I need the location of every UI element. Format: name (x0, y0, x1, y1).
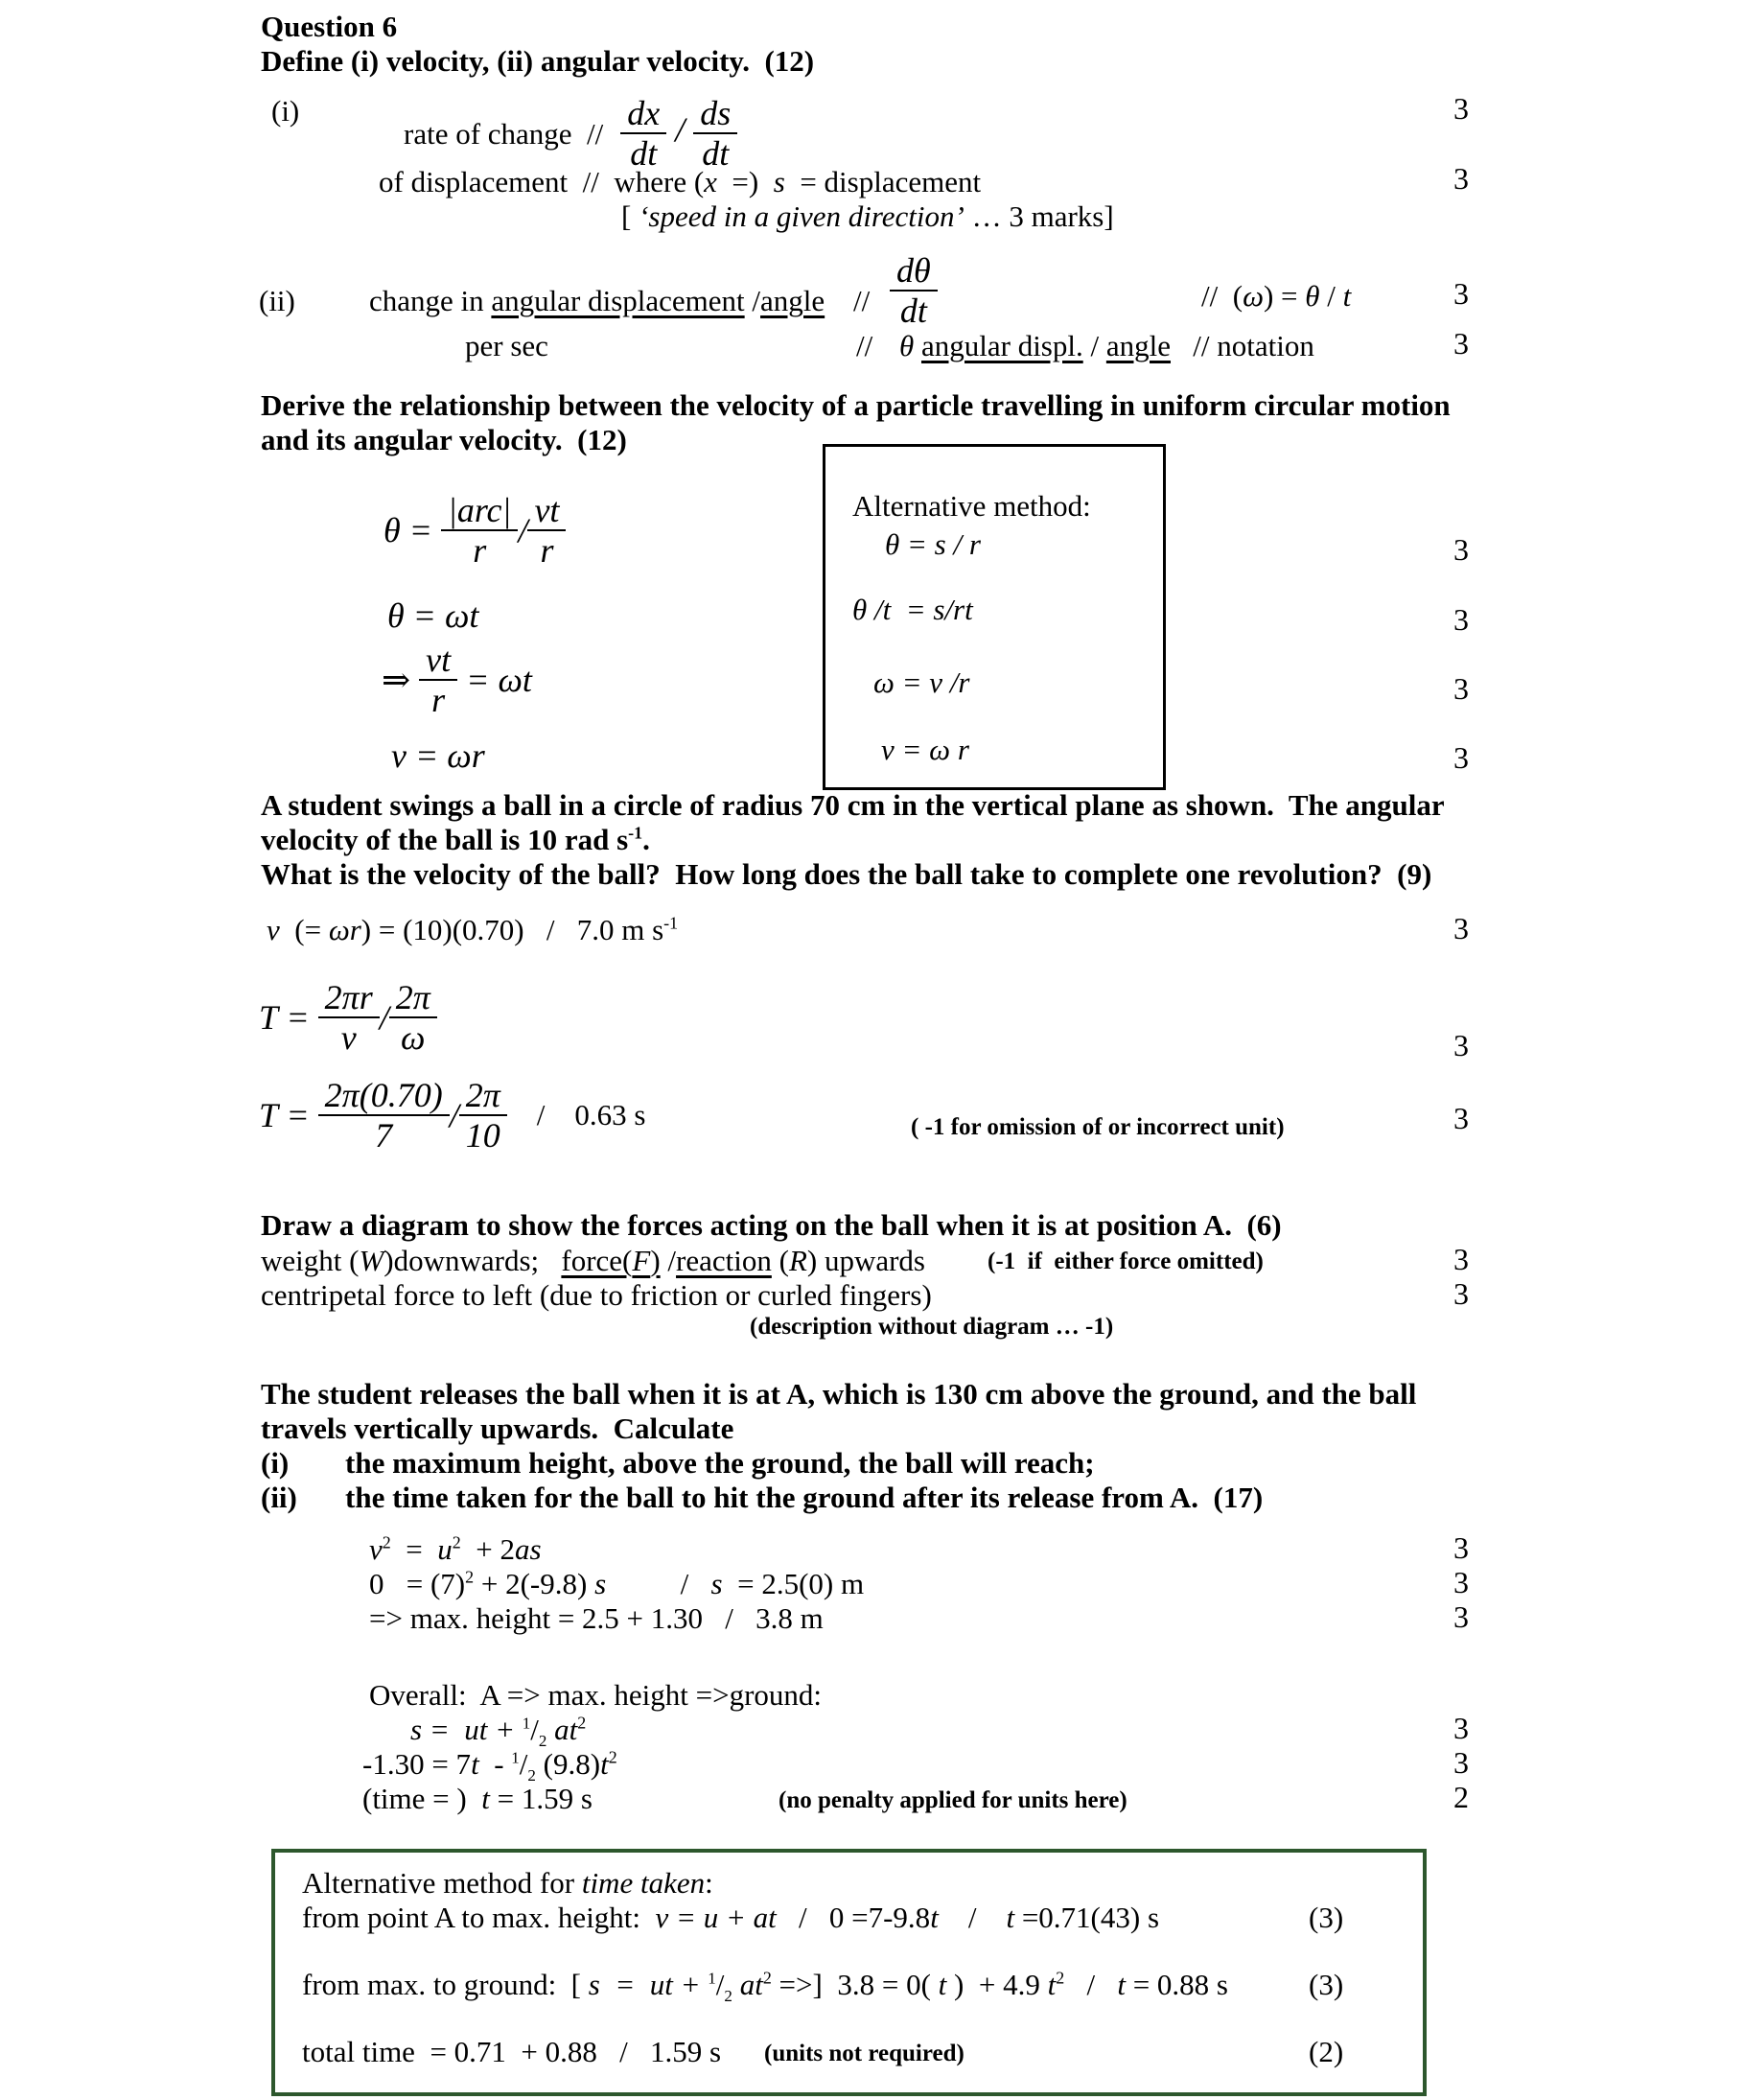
derive-heading-line2: and its angular velocity. (12) (261, 423, 627, 456)
var-F: F (632, 1244, 651, 1277)
mark-period-eq1: 3 (1453, 1028, 1469, 1062)
var-s: s (773, 165, 785, 198)
per-sec: per sec (465, 329, 548, 362)
exponent: 2 (452, 1532, 461, 1552)
swing-para-line2 (261, 823, 650, 857)
vt-over-r-fraction (527, 491, 566, 571)
var-omega: ω (1243, 279, 1264, 313)
derive-eq1 (383, 491, 566, 571)
text-run: . (642, 823, 650, 856)
def-ii-slashes: // (853, 284, 871, 317)
alt-time-line3: total time = 0.71 + 0.88 / 1.59 s (302, 2035, 722, 2068)
text-run: Alternative method for (302, 1866, 582, 1900)
var-omega-r: ωr (328, 913, 361, 946)
underlined-angle: angle (1105, 329, 1171, 362)
frac-den: dt (899, 292, 927, 331)
text-run: =0.71(43) s (1014, 1901, 1160, 1934)
speed-direction-note: ‘speed in a given direction’ (639, 199, 964, 233)
var-t: t (600, 1747, 609, 1781)
dx-dt-fraction (620, 94, 666, 174)
overall-line3 (362, 1782, 593, 1816)
two-pi-r-over-v-fraction (318, 978, 380, 1058)
mark-overall-line3: 2 (1453, 1780, 1469, 1814)
var-at: at (546, 1713, 578, 1746)
forces-heading: Draw a diagram to show the forces acting on the ball when it is at position A. (6) (261, 1208, 1282, 1242)
period-eq2 (259, 1076, 645, 1155)
description-without-diagram-note: (description without diagram … -1) (750, 1314, 1114, 1340)
mark-overall-line2: 3 (1453, 1745, 1469, 1780)
text-run: velocity of the ball is 10 rad s (261, 823, 629, 856)
half-denominator: 2 (527, 1766, 536, 1785)
mark-alt-time-line3: (2) (1309, 2035, 1344, 2068)
eq-run: s = ut + (410, 1713, 523, 1746)
mark-def-i: 3 (1453, 91, 1469, 126)
alt-box-title: Alternative method: (852, 489, 1091, 523)
def-i-frac-group (603, 93, 737, 173)
text-run: : (705, 1866, 713, 1900)
text-run: = (390, 1532, 438, 1566)
frac-den: 7 (375, 1116, 393, 1155)
two-pi-070-over-7-fraction (318, 1076, 450, 1155)
text-run: from max. to ground: [ (302, 1968, 589, 2001)
frac-num: |arc| (441, 491, 518, 531)
half-denominator: 2 (538, 1732, 547, 1751)
dtheta-dt-fraction-line (890, 251, 938, 331)
text-run: = 0.88 s (1125, 1968, 1228, 2001)
implies-arrow: ⇒ (382, 660, 420, 699)
swing-question: What is the velocity of the ball? How long does the ball take to complete one revolution? (9) (261, 857, 1432, 891)
text-run: =) (716, 165, 774, 198)
var-s: s (710, 1567, 723, 1600)
mark-kinematics-line3: 3 (1453, 1599, 1469, 1634)
def-i-line2 (379, 165, 981, 199)
text-run: - (478, 1747, 512, 1781)
frac-num: 2π(0.70) (318, 1076, 450, 1116)
var-s: s (594, 1567, 607, 1600)
text-run: weight ( (261, 1244, 360, 1277)
mark-derive-eq3: 3 (1453, 671, 1469, 706)
frac-den: r (473, 531, 487, 571)
or-slash: / (518, 510, 528, 549)
mark-def-i-line2: 3 (1453, 161, 1469, 196)
mark-derive-eq2: 3 (1453, 602, 1469, 637)
var-v: v (369, 1532, 383, 1566)
text-run: / (744, 284, 761, 317)
text-run: / (660, 1244, 677, 1277)
frac-num: 2π (459, 1076, 507, 1116)
var-as: as (514, 1532, 542, 1566)
text-run: (time = ) (362, 1782, 482, 1815)
var-v: v (267, 913, 280, 946)
frac-den: r (431, 681, 446, 720)
dtheta-dt-fraction (890, 251, 938, 331)
unit-penalty-note: ( -1 for omission of or incorrect unit) (911, 1114, 1285, 1140)
var-theta: θ (899, 329, 921, 362)
mark-def-ii: 3 (1453, 276, 1469, 311)
mark-per-sec: 3 (1453, 326, 1469, 361)
frac-den: v (340, 1018, 357, 1058)
alt-time-line1 (302, 1901, 1159, 1935)
def-i-number: (i) (271, 94, 300, 128)
eq-lhs: T = (259, 1095, 318, 1134)
var-t: t (930, 1901, 939, 1934)
units-not-required-note: (units not required) (764, 2041, 964, 2066)
overall-heading: Overall: A => max. height =>ground: (369, 1678, 823, 1712)
mark-forces-line1: 3 (1453, 1242, 1469, 1276)
half-slash: / (715, 1968, 725, 2001)
swing-para-line1: A student swings a ball in a circle of radius 70 cm in the vertical plane as shown. The angular (261, 788, 1445, 822)
text-run: / (1064, 1968, 1118, 2001)
var-t: t (1342, 279, 1352, 313)
text-run: / 0 =7-9.8 (776, 1901, 931, 1934)
half-slash: / (519, 1747, 528, 1781)
underlined-angular-displacement: angular displacement (491, 284, 745, 317)
underlined-angular-displ: angular displ. (920, 329, 1083, 362)
release-item-i-text: the maximum height, above the ground, the ball will reach; (345, 1446, 1095, 1480)
alt-box-eq2: θ /t = s/rt (852, 593, 973, 626)
var-at: at (732, 1968, 763, 2001)
half-numerator: 1 (708, 1969, 716, 1988)
text-run: =>] 3.8 = 0( (771, 1968, 939, 2001)
var-u: u (437, 1532, 453, 1566)
half-numerator: 1 (522, 1714, 531, 1733)
frac-den: r (540, 531, 554, 571)
alt-time-line2 (302, 1968, 1228, 2006)
text-run: ) (650, 1244, 661, 1277)
exponent: 2 (465, 1567, 475, 1587)
exponent: -1 (628, 823, 643, 843)
release-para-line1: The student releases the ball when it is at A, which is 130 cm above the ground, and the ball (261, 1377, 1417, 1411)
text-run: // ( (1201, 279, 1243, 313)
var-t: t (481, 1782, 490, 1815)
release-item-ii-num: (ii) (261, 1481, 297, 1514)
alt-box-eq4: v = ω r (881, 733, 969, 766)
exponent: 2 (1056, 1968, 1065, 1988)
var-W: W (359, 1244, 384, 1277)
question-define-heading: Define (i) velocity, (ii) angular velocity. (12) (261, 44, 815, 78)
notation-note: // notation (1171, 329, 1314, 362)
eq-v-u-at: v = u + at (655, 1901, 777, 1934)
release-item-i-num: (i) (261, 1446, 290, 1480)
eq-rhs: = ωt (457, 660, 532, 699)
two-pi-over-10-fraction (459, 1076, 507, 1155)
or-slash: / (675, 110, 686, 150)
alt-box-eq3: ω = v /r (873, 665, 970, 699)
var-t: t (1006, 1901, 1015, 1934)
frac-num: vt (527, 491, 566, 531)
frac-den: dt (630, 133, 658, 173)
text-run: )downwards; (383, 1244, 562, 1277)
exponent: -1 (663, 913, 679, 933)
frac-den: ω (401, 1018, 426, 1058)
var-t: t (1117, 1968, 1126, 2001)
text-run: (= (279, 913, 329, 946)
text-run: ) = (1263, 279, 1306, 313)
two-pi-over-omega-fraction (389, 978, 437, 1058)
overall-line1 (410, 1713, 586, 1751)
text-run: = displacement (784, 165, 982, 198)
def-ii-number: (ii) (259, 284, 295, 317)
underlined-force (561, 1244, 660, 1277)
forces-line1 (261, 1244, 925, 1278)
text-run: + 2(-9.8) (474, 1567, 595, 1600)
exponent: 2 (577, 1713, 587, 1733)
var-t: t (938, 1968, 947, 2001)
alt-time-title (302, 1866, 713, 1901)
eq-lhs: θ = (383, 510, 441, 549)
mark-alt-time-line1: (3) (1309, 1901, 1344, 1934)
text-run: of displacement // where ( (379, 165, 705, 198)
var-t: t (1047, 1968, 1057, 2001)
underlined-angle: angle (760, 284, 825, 317)
eq-s-ut: s = ut + (588, 1968, 709, 2001)
var-theta: θ (1305, 279, 1320, 313)
var-x: x (704, 165, 717, 198)
force-omitted-note: (-1 if either force omitted) (988, 1248, 1264, 1274)
text-run: ) = (10)(0.70) / 7.0 m s (360, 913, 664, 946)
mark-forces-line2: 3 (1453, 1276, 1469, 1311)
ds-dt-fraction (693, 94, 737, 174)
text-run: = 1.59 s (489, 1782, 593, 1815)
text-run: [ (621, 199, 639, 233)
velocity-answer (267, 913, 678, 947)
frac-num: 2π (389, 978, 437, 1018)
text-run: / (1082, 329, 1106, 362)
text-run: ) + 4.9 (946, 1968, 1048, 2001)
kinematics-line2 (369, 1567, 864, 1601)
text-run: / (938, 1901, 1007, 1934)
text-run: -1.30 = 7 (362, 1747, 472, 1781)
mark-derive-eq4: 3 (1453, 740, 1469, 775)
arc-over-r-fraction (441, 491, 518, 571)
time-taken-italic: time taken (581, 1866, 706, 1900)
release-para-line2: travels vertically upwards. Calculate (261, 1412, 734, 1445)
frac-num: dx (620, 94, 666, 134)
def-ii-alt-notation (1201, 279, 1351, 314)
exponent: 2 (382, 1532, 391, 1552)
def-ii-text (369, 284, 825, 318)
derive-eq3 (382, 641, 532, 720)
no-penalty-note: (no penalty applied for units here) (779, 1787, 1127, 1813)
text-run: + 2 (460, 1532, 515, 1566)
derive-eq2: θ = ωt (387, 596, 479, 635)
alternative-time-box (271, 1849, 1427, 2096)
frac-num: 2πr (318, 978, 380, 1018)
or-slash: / (449, 1095, 459, 1134)
mark-period-eq2: 3 (1453, 1101, 1469, 1135)
text-run: … 3 marks] (964, 199, 1114, 233)
per-sec-slashes: // (856, 329, 873, 362)
text-run: force( (561, 1244, 633, 1277)
def-i-note (621, 199, 1114, 234)
release-item-ii-text: the time taken for the ball to hit the ground after its release from A. (17) (345, 1481, 1264, 1514)
half-numerator: 1 (511, 1748, 520, 1767)
half-denominator: 2 (724, 1987, 732, 2006)
alternative-method-box (823, 444, 1166, 790)
text-run: change in (369, 284, 492, 317)
def-i-lead: rate of change // (404, 117, 604, 152)
text-run: / (1319, 279, 1343, 313)
period-eq1 (259, 978, 437, 1058)
text-run: 0 = (7) (369, 1567, 466, 1600)
text-run: ) upwards (806, 1244, 925, 1277)
kinematics-line1 (369, 1532, 542, 1567)
frac-den: dt (702, 133, 730, 173)
eq-lhs: T = (259, 997, 318, 1037)
text-run: = 2.5(0) m (722, 1567, 865, 1600)
mark-kinematics-line2: 3 (1453, 1565, 1469, 1599)
or-slash: / (379, 997, 389, 1037)
frac-num: vt (419, 641, 457, 681)
mark-velocity: 3 (1453, 911, 1469, 945)
frac-num: ds (693, 94, 737, 134)
vt-over-r-fraction (419, 641, 457, 720)
exponent: 2 (608, 1747, 617, 1767)
question-title: Question 6 (261, 10, 398, 43)
kinematics-line3: => max. height = 2.5 + 1.30 / 3.8 m (369, 1601, 824, 1635)
mark-overall-line1: 3 (1453, 1711, 1469, 1745)
mark-alt-time-line2: (3) (1309, 1968, 1344, 2001)
text-run: ( (771, 1244, 789, 1277)
var-R: R (788, 1244, 807, 1277)
mark-derive-eq1: 3 (1453, 532, 1469, 567)
var-t: t (471, 1747, 479, 1781)
half-slash: / (530, 1713, 539, 1746)
underlined-reaction: reaction (676, 1244, 772, 1277)
exponent: 2 (762, 1968, 772, 1988)
derive-eq4: v = ωr (391, 736, 485, 775)
alt-box-eq1: θ = s / r (885, 527, 981, 561)
text-run: from point A to max. height: (302, 1901, 656, 1934)
period-result: / 0.63 s (506, 1098, 646, 1132)
mark-kinematics-line1: 3 (1453, 1530, 1469, 1565)
overall-line2 (362, 1747, 617, 1785)
text-run: (9.8) (535, 1747, 601, 1781)
per-sec-detail (899, 329, 1314, 363)
frac-num: dθ (890, 251, 938, 292)
forces-line2: centripetal force to left (due to friction or curled fingers) (261, 1278, 932, 1312)
derive-heading-line1: Derive the relationship between the velocity of a particle travelling in uniform circular motion (261, 388, 1451, 422)
text-run: / (606, 1567, 711, 1600)
frac-den: 10 (465, 1116, 500, 1155)
